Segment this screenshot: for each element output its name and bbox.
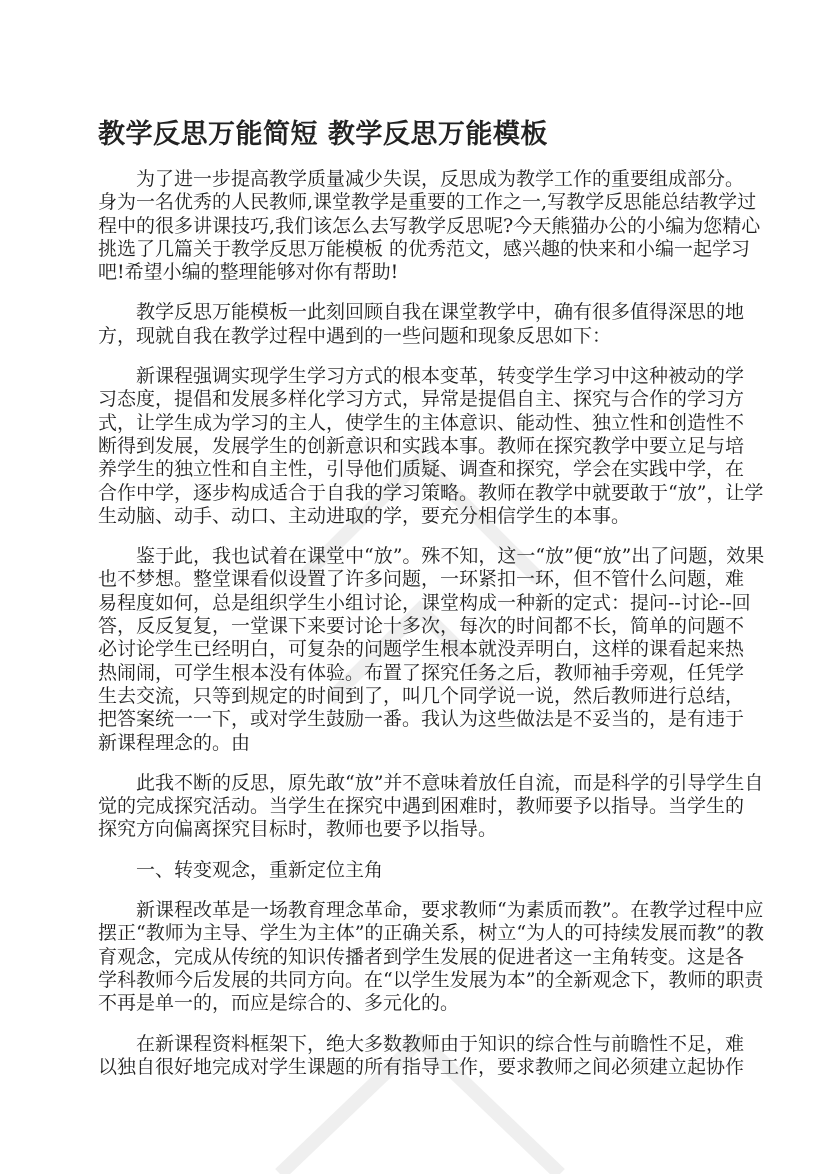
text-line: 必讨论学生已经明白，可复杂的问题学生根本就没弄明白，这样的课看起来热 [98,638,745,661]
text-line: 以独自很好地完成对学生课题的所有指导工作，要求教师之间必须建立起协作 [98,1055,745,1078]
text-line: 合作中学，逐步构成适合于自我的学习策略。教师在教学中就要敢于“放”，让学 [98,481,764,504]
text-line: 习态度，提倡和发展多样化学习方式，异常是提倡自主、探究与合作的学习方 [98,388,745,411]
text-line: 把答案统一一下，或对学生鼓励一番。我认为这些做法是不妥当的，是有违于 [98,708,745,731]
text-line: 挑选了几篇关于教学反思万能模板 的优秀范文，感兴趣的快来和小编一起学习 [98,237,751,260]
text-line: 学科教师今后发展的共同方向。在“以学生发展为本”的全新观念下，教师的职责 [98,968,764,991]
text-line: 易程度如何，总是组织学生小组讨论，课堂构成一种新的定式：提问--讨论--回 [98,591,751,614]
paragraph [98,365,764,528]
text-line: 生动脑、动手、动口、主动进取的学，要充分相信学生的本事。 [98,504,631,527]
text-line: 热闹闹，可学生根本没有体验。布置了探究任务之后，教师袖手旁观，任凭学 [98,661,745,684]
text-line: 育观念，完成从传统的知识传播者到学生发展的促进者这一主角转变。这是各 [98,945,745,968]
text-line: 教学反思万能模板一此刻回顾自我在课堂教学中，确有很多值得深思的地 [136,301,745,324]
text-line: 鉴于此，我也试着在课堂中“放”。殊不知，这一“放”便“放”出了问题，效果 [136,545,765,568]
text-line: 身为一名优秀的人民教师,课堂教学是重要的工作之一,写教学反思能总结教学过 [98,191,757,214]
paragraph [98,545,765,755]
paragraph [98,771,764,842]
text-line: 为了进一步提高教学质量减少失误，反思成为教学工作的重要组成部分。 [136,168,745,190]
text-line: 吧!希望小编的整理能够对你有帮助! [98,261,399,284]
text-line: 程中的很多讲课技巧,我们该怎么去写教学反思呢?今天熊猫办公的小编为您精心 [98,214,761,237]
text-line: 此我不断的反思，原先敢“放”并不意味着放任自流，而是科学的引导学生自 [136,771,764,794]
document-title: 教学反思万能简短 教学反思万能模板 [98,119,548,151]
paragraph [98,301,745,348]
text-line: 断得到发展，发展学生的创新意识和实践本事。教师在探究教学中要立足与培 [98,434,745,457]
text-line: 答，反反复复，一堂课下来要讨论十多次，每次的时间都不长，简单的问题不 [98,615,745,638]
text-line: 觉的完成探究活动。当学生在探究中遇到困难时，教师要予以指导。当学生的 [98,795,745,818]
text-line: 在新课程资料框架下，绝大多数教师由于知识的综合性与前瞻性不足，难 [136,1032,745,1055]
text-line: 生去交流，只等到规定的时间到了，叫几个同学说一说，然后教师进行总结， [98,684,745,707]
text-line: 养学生的独立性和自主性，引导他们质疑、调查和探究，学会在实践中学，在 [98,458,745,481]
paragraph [98,1032,745,1080]
text-line: 也不梦想。整堂课看似设置了许多问题，一环紧扣一环，但不管什么问题，难 [98,568,745,591]
text-line: 新课程理念的。由 [98,731,251,754]
text-line: 探究方向偏离探究目标时，教师也要予以指导。 [98,818,498,841]
text-line: 一、转变观念，重新定位主角 [136,858,384,881]
text-line: 不再是单一的，而应是综合的、多元化的。 [98,992,460,1015]
paragraph [98,168,761,284]
section-heading [98,859,738,882]
text-line: 新课程强调实现学生学习方式的根本变革，转变学生学习中这种被动的学 [136,365,745,388]
text-line: 方，现就自我在教学过程中遇到的一些问题和现象反思如下： [98,324,612,347]
text-line: 摆正“教师为主导、学生为主体”的正确关系，树立“为人的可持续发展而教”的教 [98,922,764,945]
text-line: 式，让学生成为学习的主人，使学生的主体意识、能动性、独立性和创造性不 [98,411,745,434]
document-body [98,168,765,1096]
text-line: 新课程改革是一场教育理念革命，要求教师“为素质而教”。在教学过程中应 [136,899,764,922]
paragraph [98,899,764,1015]
